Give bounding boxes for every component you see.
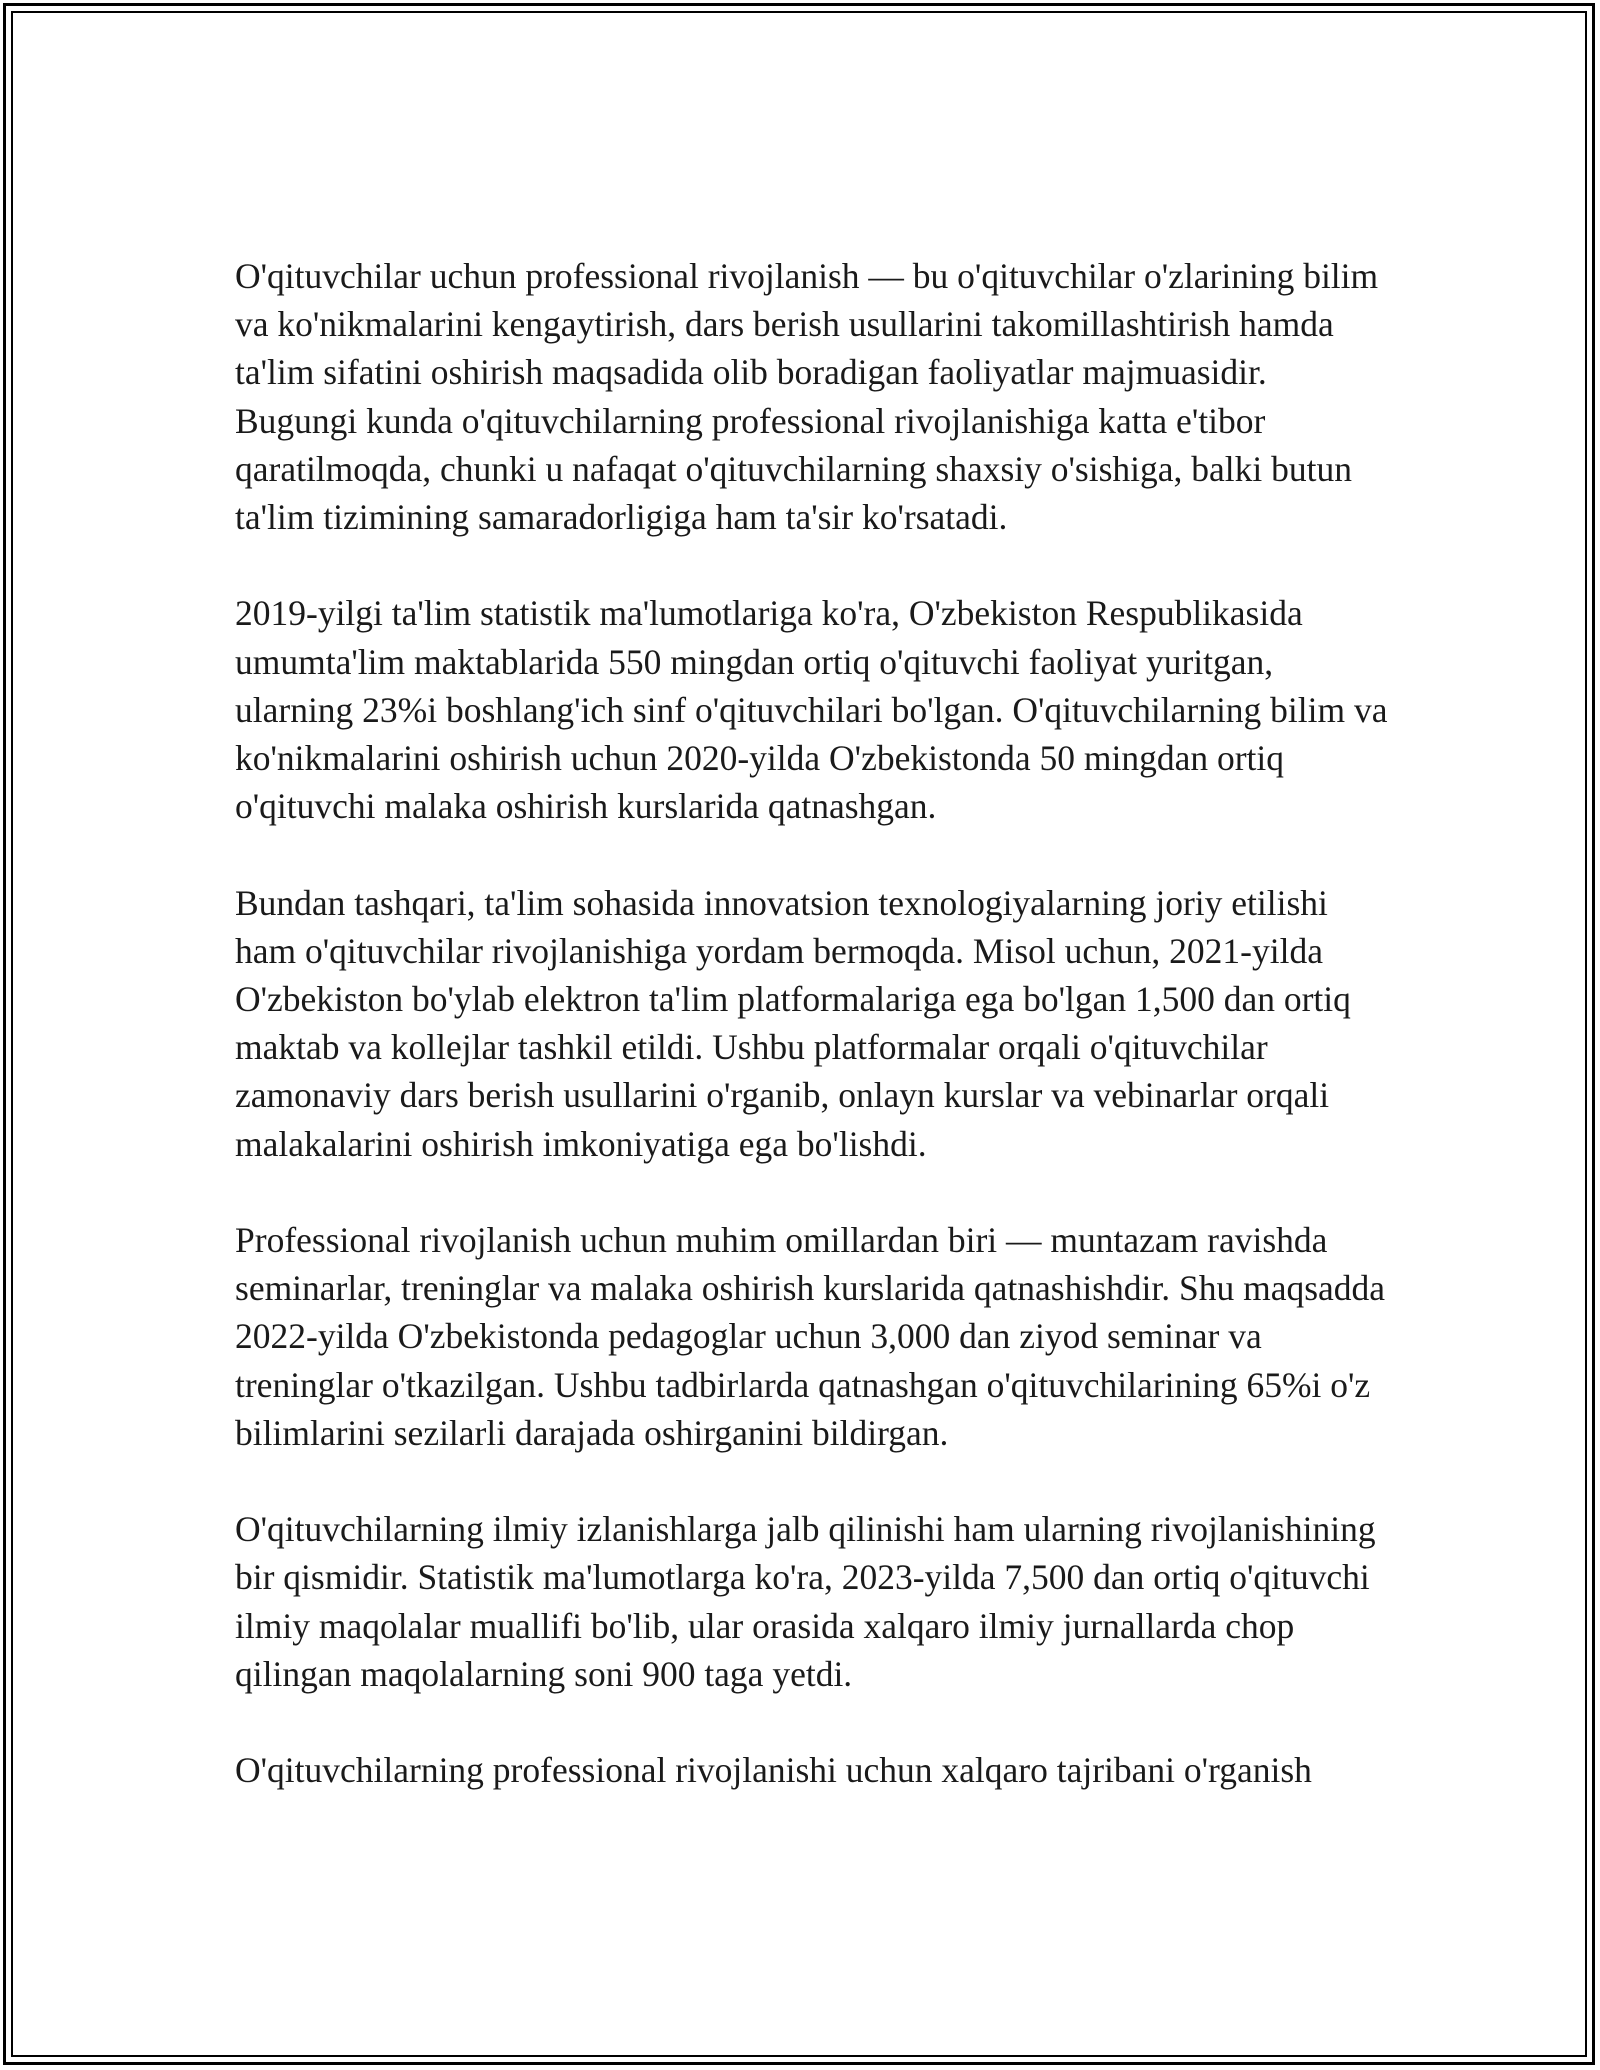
paragraph-intro: O'qituvchilar uchun professional rivojlanish — bu o'qituvchilar o'zlarining bilim va ko'nikmalarini kengaytirish, dars berish usullarini takomillashtirish hamda ta'lim sifatini oshirish maqsadida olib boradigan faoliyatlar majmuasidir. Bugungi kunda o'qituvchilarning professional rivojlanishiga katta e'tibor qaratilmoqda, chunki u nafaqat o'qituvchilarning shaxsiy o'sishiga, balki butun ta'lim tizimining samaradorligiga ham ta'sir ko'rsatadi. — [235, 256, 1379, 538]
document-body — [235, 252, 1395, 1843]
paragraph-statistics-2019: 2019-yilgi ta'lim statistik ma'lumotlariga ko'ra, O'zbekiston Respublikasida umumta'lim maktablarida 550 mingdan ortiq o'qituvchi faoliyat yuritgan, ularning 23%i boshlang'ich sinf o'qituvchilari bo'lgan. O'qituvchilarning bilim va ko'nikmalarini oshirish uchun 2020-yilda O'zbekistonda 50 mingdan ortiq o'qituvchi malaka oshirish kurslarida qatnashgan. — [235, 593, 1388, 827]
paragraph-international: O'qituvchilarning professional rivojlanishi uchun xalqaro tajribani o'rganish — [235, 1750, 1312, 1791]
paragraph-research: O'qituvchilarning ilmiy izlanishlarga jalb qilinishi ham ularning rivojlanishining bir qismidir. Statistik ma'lumotlarga ko'ra, 2023-yilda 7,500 dan ortiq o'qituvchi ilmiy maqolalar muallifi bo'lib, ular orasida xalqaro ilmiy jurnallarda chop qilingan maqolalarning soni 900 taga yetdi. — [235, 1509, 1376, 1694]
paragraph-innovation: Bundan tashqari, ta'lim sohasida innovatsion texnologiyalarning joriy etilishi ham o'qituvchilar rivojlanishiga yordam bermoqda. Misol uchun, 2021-yilda O'zbekiston bo'ylab elektron ta'lim platformalariga ega bo'lgan 1,500 dan ortiq maktab va kollejlar tashkil etildi. Ushbu platformalar orqali o'qituvchilar zamonaviy dars berish usullarini o'rganib, onlayn kurslar va vebinarlar orqali malakalarini oshirish imkoniyatiga ega bo'lishdi. — [235, 882, 1351, 1164]
paragraph-seminars: Professional rivojlanish uchun muhim omillardan biri — muntazam ravishda seminarlar, treninglar va malaka oshirish kurslarida qatnashishdir. Shu maqsadda 2022-yilda O'zbekistonda pedagoglar uchun 3,000 dan ziyod seminar va treninglar o'tkazilgan. Ushbu tadbirlarda qatnashgan o'qituvchilarining 65%i o'z bilimlarini sezilarli darajada oshirganini bildirgan. — [235, 1220, 1386, 1453]
